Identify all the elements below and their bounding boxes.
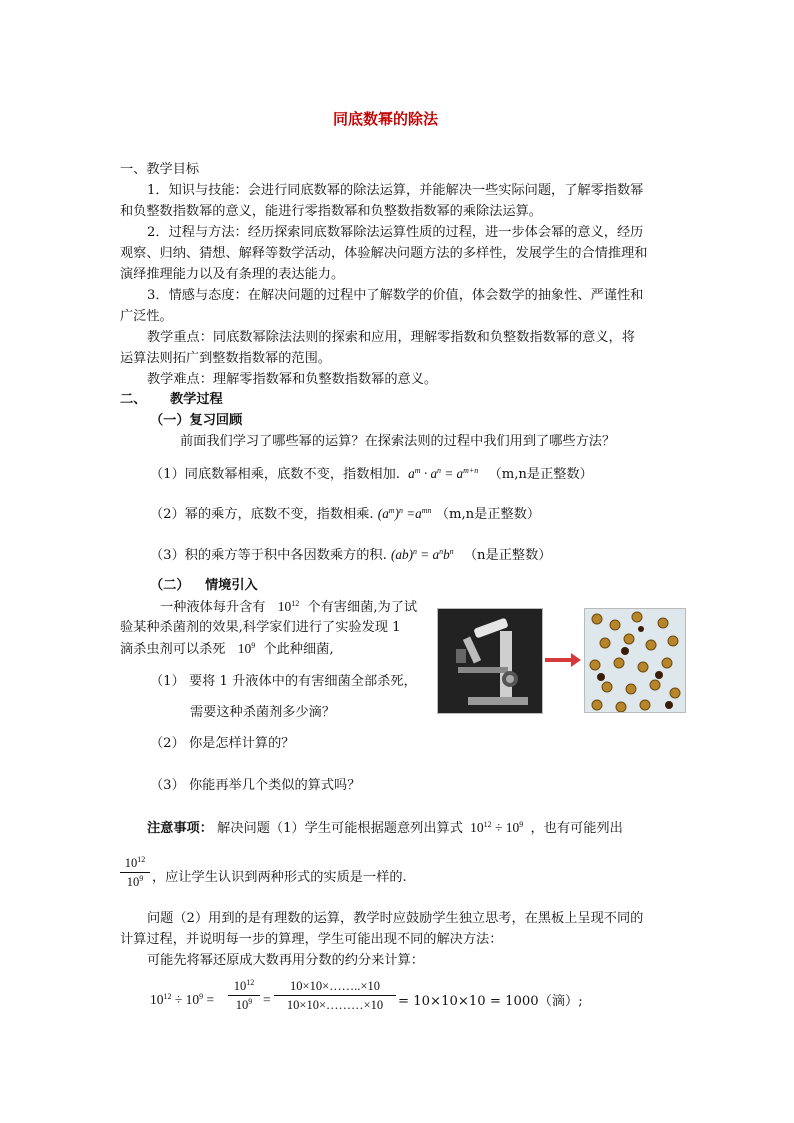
note-line1: 注意事项： 解决问题（1）学生可能根据题意列出算式 $10^{12} \div 10^9$ ，也有可能列出 [147,820,623,836]
calc-fraction1: $10^{12}$ $10^9$ [228,978,260,1013]
fraction-10-12-over-10-9: $10^{12}$ $10^9$ [120,855,150,890]
question1-line2: 需要这种杀菌剂多少滴？ [190,705,336,720]
goal2-line1: 2．过程与方法：经历探索同底数幂除法运算性质的过程，进一步体会幂的意义，经历 [147,225,644,240]
bacteria-image [584,608,686,713]
calc-result: = 10×10×10 = 1000（滴）; [398,994,583,1009]
goal1-line1: 1．知识与技能：会进行同底数幂的除法运算，并能解决一些实际问题，了解零指数幂 [147,183,644,198]
part2-heading: 情境引入 [205,578,258,593]
calc-fraction2: 10×10×……..×10 10×10×………×10 [274,978,396,1013]
key-point-line1: 教学重点：同底数幂除法法则的探索和应用，理解零指数和负整数指数幂的意义，将 [147,330,635,345]
goal2-line2: 观察、归纳、猜想、解释等数学活动，体验解决问题方法的多样性，发展学生的合情推理和 [120,246,648,261]
section1-heading: 一、教学目标 [120,162,200,177]
rule3: （3）积的乘方等于积中各因数乘方的积. $(ab)^n = a^nb^n$ （n是正整数） [150,547,552,563]
section2-number: 二、 [120,392,147,407]
question2-note-line1: 问题（2）用到的是有理数的运算，教学时应鼓励学生独立思考，在黑板上呈现不同的 [147,911,644,926]
microscope-image [437,608,543,714]
intro-line1: 一种液体每升含有 $10^{12}$ 个有害细菌,为了试 [160,599,418,615]
review-question: 前面我们学习了哪些幂的运算？在探索法则的过程中我们用到了哪些方法？ [180,434,616,449]
question2: （2） 你是怎样计算的？ [150,736,295,751]
rule2: （2）幂的乘方，底数不变，指数相乘. $(a^m)^n =a^{mn}$ （m,n是正整数） [150,506,541,522]
rule1-formula: $a^m \cdot a^n = a^{m+n}$ [408,466,479,481]
goal2-line3: 演绎推理能力以及有条理的表达能力。 [120,267,345,282]
intro-line2: 验某种杀菌剂的效果,科学家们进行了实验发现 1 [120,620,401,635]
section2-heading: 教学过程 [170,392,223,407]
goal3-line1: 3．情感与态度：在解决问题的过程中了解数学的价值，体会数学的抽象性、严谨性和 [147,288,644,303]
part1-heading: （一）复习回顾 [150,413,243,428]
rule3-formula: $(ab)^n = a^nb^n$ [390,547,454,562]
goal1-line2: 和负整数指数幂的意义，能进行零指数幂和负整数指数幂的乘除法运算。 [120,204,542,219]
question2-note-line2: 计算过程，并说明每一步的算理，学生可能出现不同的解决方法： [120,932,503,947]
rule1: （1）同底数幂相乘，底数不变，指数相加. $a^m \cdot a^n = a^{m+n}$ （m,n是正整数） [150,466,593,482]
question3: （3） 你能再举几个类似的算式吗？ [150,778,361,793]
difficulty: 教学难点：理解零指数幂和负整数指数幂的意义。 [147,372,438,387]
note-line2: ，应让学生认识到两种形式的实质是一样的. [152,870,407,885]
calc-equals: = [263,992,271,1007]
intro-line3: 滴杀虫剂可以杀死 $10^9$ 个此种细菌, [120,641,334,657]
page-title: 同底数幂的除法 [333,110,439,128]
method-intro: 可能先将幂还原成大数再用分数的约分来计算： [147,953,424,968]
rule2-formula: $(a^m)^n =a^{mn}$ [377,506,432,521]
key-point-line2: 运算法则拓广到整数指数幂的范围。 [120,351,331,366]
arrow-right-icon [545,653,581,667]
calc-lhs: $10^{12} \div 10^9$ = [150,992,215,1007]
question1-line1: （1） 要将 1 升液体中的有害细菌全部杀死， [150,674,417,689]
goal3-line2: 广泛性。 [120,309,173,324]
part2-number: （二） [150,578,190,593]
